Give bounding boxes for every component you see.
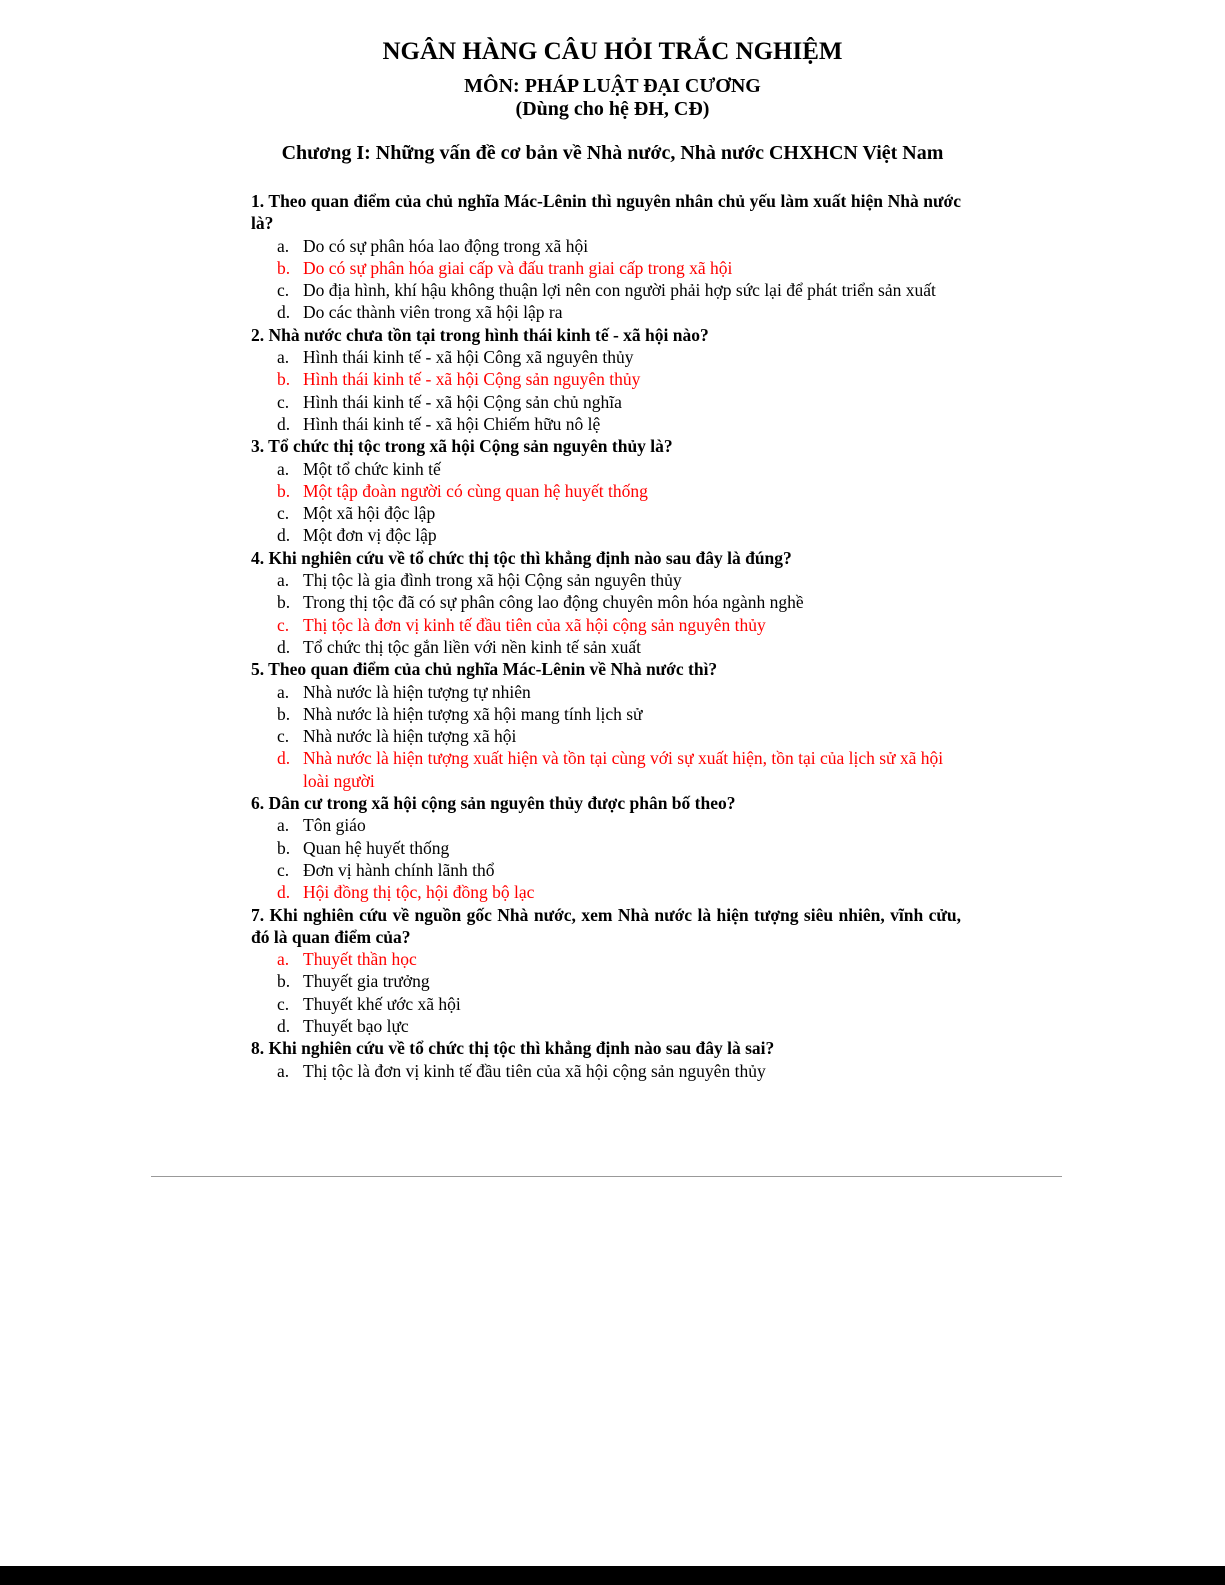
answer-text: Thị tộc là gia đình trong xã hội Cộng sản nguyên thủy — [303, 570, 682, 591]
answer-letter: c. — [277, 503, 290, 524]
answer-text: Hội đồng thị tộc, hội đồng bộ lạc — [303, 882, 535, 903]
chapter-heading: Chương I: Những vấn đề cơ bản về Nhà nước, Nhà nước CHXHCN Việt Nam — [281, 142, 944, 164]
answer-text: Thuyết khế ước xã hội — [303, 993, 461, 1014]
answer-option — [251, 524, 961, 546]
answer-letter: c. — [277, 614, 290, 635]
answer-letter: c. — [277, 726, 290, 747]
answer-text: Nhà nước là hiện tượng tự nhiên — [303, 681, 531, 702]
answer-option — [251, 458, 961, 480]
correct-answer-option — [251, 881, 961, 903]
answer-text: Trong thị tộc đã có sự phân công lao động chuyên môn hóa ngành nghề — [303, 592, 804, 613]
answer-text: Nhà nước là hiện tượng xã hội mang tính lịch sử — [303, 703, 643, 724]
answer-option — [251, 681, 961, 703]
correct-answer-option — [251, 368, 961, 390]
bottom-border — [0, 1566, 1225, 1585]
answer-text: Do địa hình, khí hậu không thuận lợi nên con người phải hợp sức lại để phát triển sản xuất — [303, 280, 936, 301]
question-text: 6. Dân cư trong xã hội cộng sản nguyên thủy được phân bố theo? — [251, 793, 736, 814]
answer-text: Do có sự phân hóa giai cấp và đấu tranh giai cấp trong xã hội — [303, 257, 733, 278]
answer-text: Một tập đoàn người có cùng quan hệ huyết thống — [303, 480, 648, 501]
answer-option — [251, 346, 961, 368]
question-text: 4. Khi nghiên cứu về tổ chức thị tộc thì khẳng định nào sau đây là đúng? — [251, 547, 792, 568]
answer-letter: b. — [277, 837, 291, 858]
answer-letter: c. — [277, 993, 290, 1014]
correct-answer-option — [251, 747, 961, 792]
answer-letter: d. — [277, 525, 291, 546]
answer-letter: b. — [277, 369, 291, 390]
answer-letter: c. — [277, 280, 290, 301]
answer-letter: a. — [277, 815, 290, 836]
answer-letter: c. — [277, 859, 290, 880]
answer-text: Thuyết bạo lực — [303, 1015, 409, 1036]
answer-letter: c. — [277, 391, 290, 412]
correct-answer-option — [251, 948, 961, 970]
question-list — [251, 190, 961, 1082]
correct-answer-option — [251, 614, 961, 636]
answer-letter: b. — [277, 703, 291, 724]
answer-text: Hình thái kinh tế - xã hội Chiếm hữu nô lệ — [303, 413, 601, 434]
answer-option — [251, 636, 961, 658]
question-text: 7. Khi nghiên cứu về nguồn gốc Nhà nước, xem Nhà nước là hiện tượng siêu nhiên, vĩnh cửu, đó là quan điểm của? — [251, 904, 961, 947]
answer-option — [251, 502, 961, 524]
answer-letter: d. — [277, 882, 291, 903]
answer-text: Hình thái kinh tế - xã hội Cộng sản chủ nghĩa — [303, 391, 622, 412]
answer-text: Hình thái kinh tế - xã hội Cộng sản nguyên thủy — [303, 369, 641, 390]
answer-text: Nhà nước là hiện tượng xuất hiện và tồn tại cùng với sự xuất hiện, tồn tại của lịch sử xã hội loài người — [303, 748, 944, 791]
answer-text: Đơn vị hành chính lãnh thổ — [303, 859, 495, 880]
answer-option — [251, 279, 961, 301]
answer-option — [251, 413, 961, 435]
answer-letter: a. — [277, 458, 290, 479]
answer-text: Thuyết gia trưởng — [303, 971, 430, 992]
answer-text: Hình thái kinh tế - xã hội Công xã nguyên thủy — [303, 347, 634, 368]
question-text: 5. Theo quan điểm của chủ nghĩa Mác-Lênin về Nhà nước thì? — [251, 659, 718, 680]
subject-heading: MÔN: PHÁP LUẬT ĐẠI CƯƠNG — [464, 75, 761, 97]
answer-text: Thuyết thần học — [303, 949, 417, 970]
answer-option — [251, 993, 961, 1015]
answer-option — [251, 1015, 961, 1037]
answer-text: Một xã hội độc lập — [303, 503, 436, 524]
usage-note: (Dùng cho hệ ĐH, CĐ) — [515, 98, 710, 120]
document-title: NGÂN HÀNG CÂU HỎI TRẮC NGHIỆM — [382, 38, 843, 65]
answer-letter: b. — [277, 257, 291, 278]
correct-answer-option — [251, 480, 961, 502]
answer-letter: b. — [277, 480, 291, 501]
answer-text: Quan hệ huyết thống — [303, 837, 450, 858]
answer-letter: b. — [277, 971, 291, 992]
answer-letter: d. — [277, 413, 291, 434]
answer-text: Do có sự phân hóa lao động trong xã hội — [303, 235, 589, 256]
answer-text: Thị tộc là đơn vị kinh tế đầu tiên của xã hội cộng sản nguyên thủy — [303, 1060, 766, 1081]
answer-letter: a. — [277, 681, 290, 702]
question-text: 8. Khi nghiên cứu về tổ chức thị tộc thì khẳng định nào sau đây là sai? — [251, 1038, 775, 1059]
answer-text: Một tổ chức kinh tế — [303, 458, 441, 479]
answer-letter: d. — [277, 636, 291, 657]
answer-text: Do các thành viên trong xã hội lập ra — [303, 302, 563, 323]
answer-letter: a. — [277, 347, 290, 368]
answer-option — [251, 703, 961, 725]
page-divider — [151, 1176, 1062, 1177]
answer-text: Tổ chức thị tộc gắn liền với nền kinh tế sản xuất — [303, 636, 642, 657]
answer-text: Thị tộc là đơn vị kinh tế đầu tiên của xã hội cộng sản nguyên thủy — [303, 614, 766, 635]
question-text: 3. Tổ chức thị tộc trong xã hội Cộng sản nguyên thủy là? — [251, 436, 673, 457]
answer-option — [251, 569, 961, 591]
answer-option — [251, 970, 961, 992]
correct-answer-option — [251, 257, 961, 279]
answer-option — [251, 814, 961, 836]
answer-option — [251, 301, 961, 323]
answer-option — [251, 1060, 961, 1082]
question-text: 2. Nhà nước chưa tồn tại trong hình thái kinh tế - xã hội nào? — [251, 324, 709, 345]
answer-letter: d. — [277, 1015, 291, 1036]
answer-option — [251, 859, 961, 881]
answer-letter: a. — [277, 1060, 290, 1081]
answer-option — [251, 837, 961, 859]
answer-text: Nhà nước là hiện tượng xã hội — [303, 726, 517, 747]
answer-text: Một đơn vị độc lập — [303, 525, 437, 546]
answer-letter: a. — [277, 570, 290, 591]
answer-text: Tôn giáo — [303, 815, 366, 836]
answer-letter: a. — [277, 949, 290, 970]
answer-letter: d. — [277, 748, 291, 769]
answer-option — [251, 235, 961, 257]
question-text: 1. Theo quan điểm của chủ nghĩa Mác-Lênin thì nguyên nhân chủ yếu làm xuất hiện Nhà nước là? — [251, 191, 961, 234]
answer-letter: a. — [277, 235, 290, 256]
answer-letter: d. — [277, 302, 291, 323]
answer-option — [251, 725, 961, 747]
answer-option — [251, 591, 961, 613]
answer-letter: b. — [277, 592, 291, 613]
answer-option — [251, 391, 961, 413]
